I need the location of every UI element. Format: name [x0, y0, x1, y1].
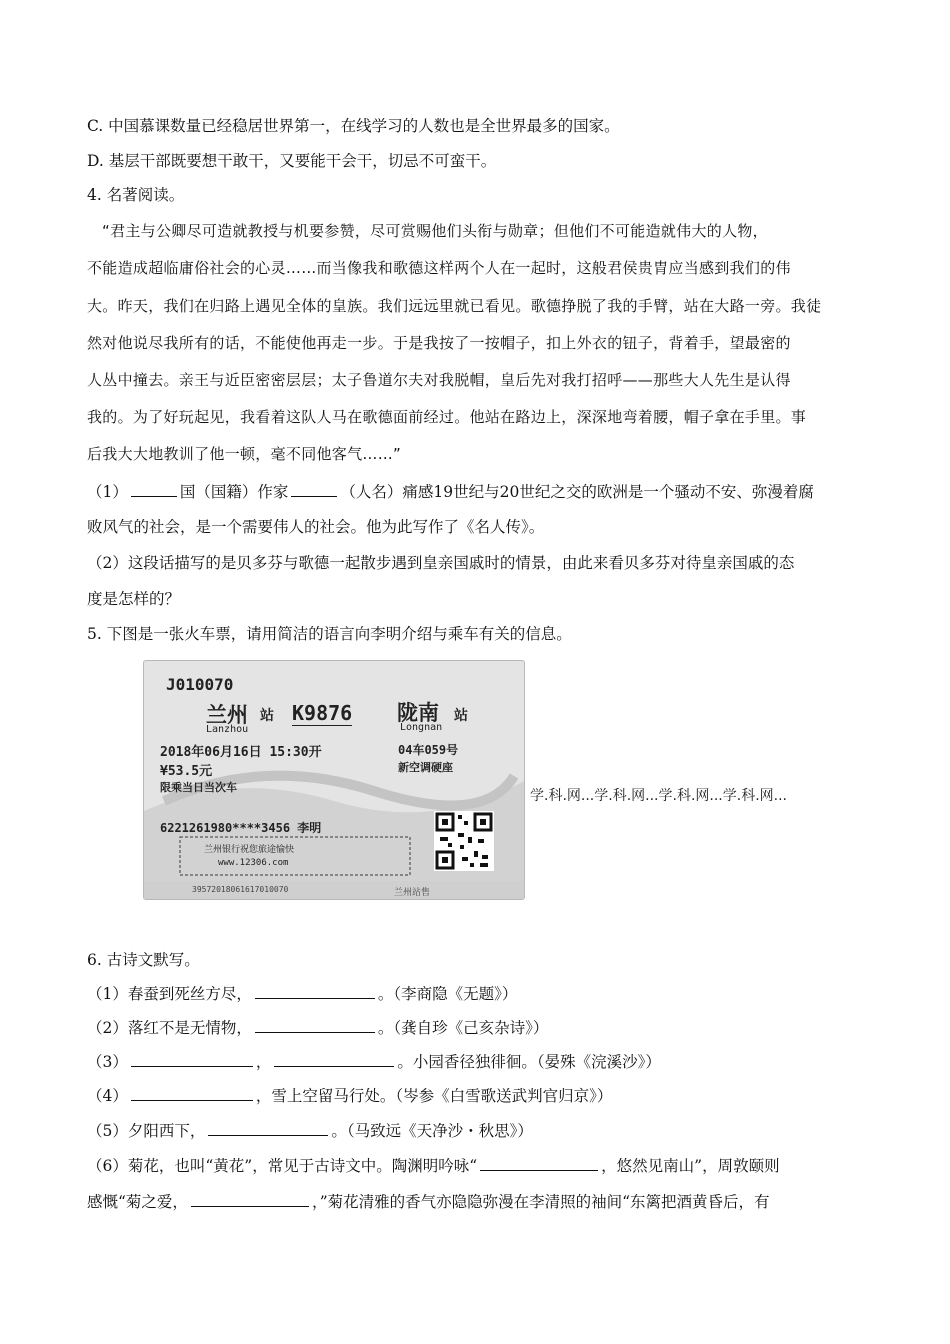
question-6-title: 6. 古诗文默写。 — [87, 951, 200, 969]
option-c: C. 中国慕课数量已经稳居世界第一，在线学习的人数也是全世界最多的国家。 — [87, 117, 620, 135]
ticket-to: 陇南 — [397, 701, 439, 725]
ticket-serial: 39572018061617010070 — [192, 885, 289, 894]
ticket-station-suffix: 站 — [260, 708, 274, 724]
ticket-from-pinyin: Lanzhou — [206, 724, 249, 735]
passage-line: 后我大大地教训了他一顿，毫不同他客气……” — [87, 445, 402, 463]
ticket-to-pinyin: Longnan — [400, 722, 443, 733]
answer-blank[interactable] — [131, 481, 177, 497]
answer-blank[interactable] — [191, 1191, 309, 1207]
passage-line: 我的。为了好玩起见，我看着这队人马在歌德面前经过。他站在路边上，深深地弯着腰，帽子拿在手里。事 — [87, 408, 807, 426]
ticket-datetime: 2018年06月16日 15:30开 — [160, 745, 322, 760]
poem-line-4: （4） ，雪上空留马行处。（岑参《白雪歌送武判官归京》） — [87, 1087, 613, 1105]
poem-line-6: （6）菊花，也叫“黄花”，常见于古诗文中。陶渊明吟咏“ ，悠然见南山”，周敦颐则 — [87, 1157, 780, 1175]
ticket-bank: 兰州银行祝您旅途愉快 — [204, 845, 295, 855]
poem-line-2: （2）落红不是无情物， 。（龚自珍《己亥杂诗》） — [87, 1019, 549, 1037]
answer-blank[interactable] — [480, 1155, 598, 1171]
ticket-station-suffix: 站 — [454, 708, 468, 724]
ticket-seat: 04车059号 — [398, 743, 459, 757]
q4-sub1-line2: 败风气的社会，是一个需要伟人的社会。他为此写作了《名人传》。 — [87, 518, 545, 536]
question-5-title: 5. 下图是一张火车票，请用简洁的语言向李明介绍与乘车有关的信息。 — [87, 625, 572, 643]
ticket-code: J010070 — [166, 675, 234, 694]
passage-line: 大。昨天，我们在归路上遇见全体的皇族。我们远远里就已看见。歌德挣脱了我的手臂，站在大路一旁。我徒 — [87, 297, 822, 315]
ticket-from: 兰州 — [206, 703, 248, 727]
passage-line: “君主与公卿尽可造就教授与机要参赞，尽可赏赐他们头衔与勋章；但他们不可能造就伟大的人物， — [102, 222, 768, 240]
poem-line-7: 感慨“菊之爱， ，”菊花清雅的香气亦隐隐弥漫在李清照的袖间“东篱把酒黄昏后，有 — [87, 1193, 770, 1211]
passage-line: 然对他说尽我所有的话，不能使他再走一步。于是我按了一按帽子，扣上外衣的钮子，背着手，望最密的 — [87, 334, 791, 352]
answer-blank[interactable] — [274, 1051, 394, 1067]
q4-sub2-line2: 度是怎样的？ — [87, 590, 181, 608]
poem-line-1: （1）春蚕到死丝方尽， 。（李商隐《无题》） — [87, 985, 518, 1003]
answer-blank[interactable] — [131, 1085, 253, 1101]
passage-line: 不能造成超临庸俗社会的心灵……而当像我和歌德这样两个人在一起时，这般君侯贵胄应当感到我们的伟 — [87, 259, 791, 277]
answer-blank[interactable] — [131, 1051, 253, 1067]
answer-blank[interactable] — [255, 1017, 375, 1033]
ticket-train-number: K9876 — [292, 701, 353, 725]
poem-line-5: （5）夕阳西下， 。（马致远《天净沙・秋思》） — [87, 1122, 533, 1140]
ticket-notice: 限乘当日当次车 — [160, 781, 237, 794]
ticket-station-sold: 兰州站售 — [394, 888, 431, 898]
ticket-price: ¥53.5元 — [160, 764, 213, 779]
poem-line-3: （3） ， 。小园香径独徘徊。（晏殊《浣溪沙》） — [87, 1053, 661, 1071]
ticket-website: www.12306.com — [218, 858, 289, 868]
q4-sub2-line1: （2）这段话描写的是贝多芬与歌德一起散步遇到皇亲国戚时的情景，由此来看贝多芬对待皇亲国戚的态 — [87, 554, 795, 572]
answer-blank[interactable] — [208, 1120, 328, 1136]
ticket-id-name: 6221261980****3456 李明 — [160, 821, 322, 835]
answer-blank[interactable] — [291, 481, 337, 497]
train-ticket-image — [143, 660, 525, 900]
qr-code-icon — [434, 811, 494, 871]
passage-line: 人丛中撞去。亲王与近臣密密层层；太子鲁道尔夫对我脱帽，皇后先对我打招呼——那些大人先生是认得 — [87, 371, 791, 389]
answer-blank[interactable] — [255, 983, 375, 999]
option-d: D. 基层干部既要想干敢干，又要能干会干，切忌不可蛮干。 — [87, 152, 497, 170]
ticket-seat-type: 新空调硬座 — [398, 761, 453, 774]
q4-sub1-line1: （1） 国（国籍）作家 （人名）痛感19世纪与20世纪之交的欧洲是一个骚动不安、弥漫着腐 — [87, 483, 814, 501]
question-4-title: 4. 名著阅读。 — [87, 186, 185, 204]
watermark-text: 学.科.网...学.科.网...学.科.网...学.科.网... — [530, 788, 788, 804]
